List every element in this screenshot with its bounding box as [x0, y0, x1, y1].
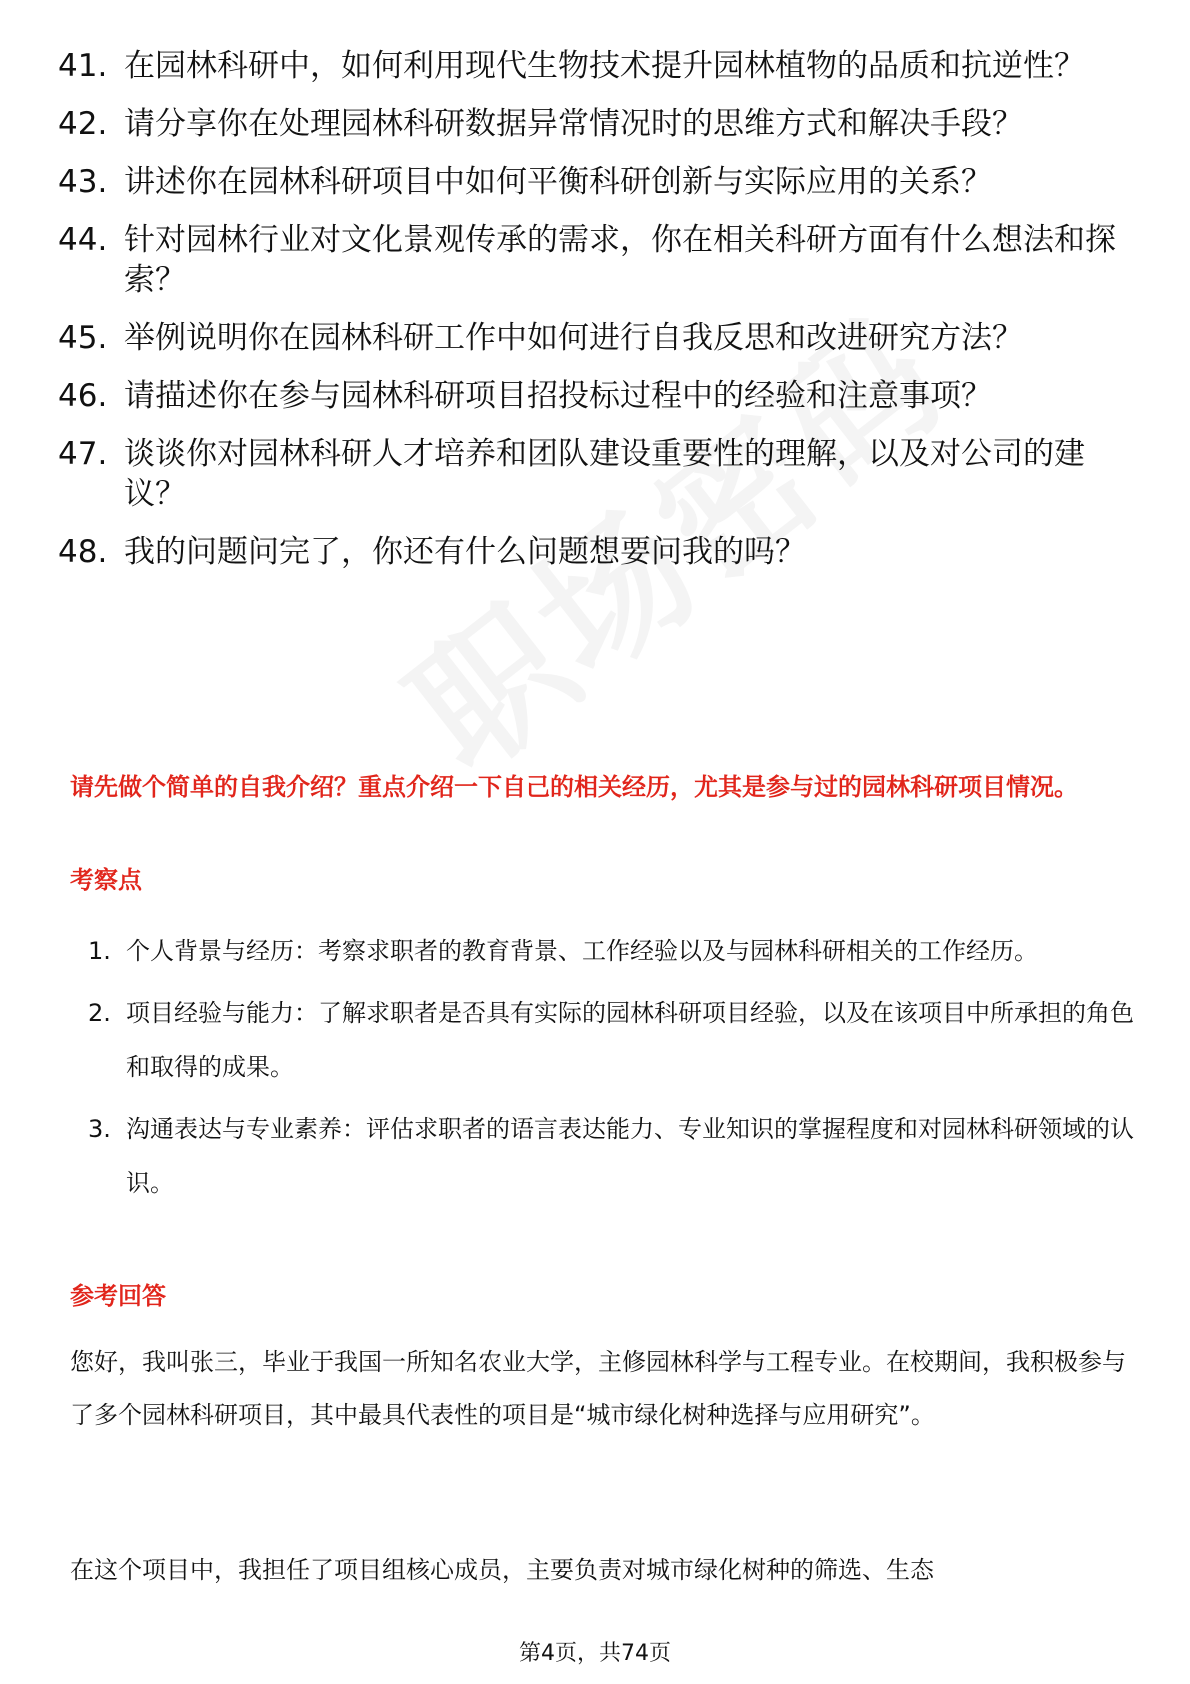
question-text: 讲述你在园林科研项目中如何平衡科研创新与实际应用的关系？: [124, 164, 992, 200]
point-number: 2.: [88, 999, 111, 1027]
point-text: 个人背景与经历：考察求职者的教育背景、工作经验以及与园林科研相关的工作经历。: [126, 937, 1038, 965]
question-item: [58, 532, 1138, 572]
question-text: 针对园林行业对文化景观传承的需求，你在相关科研方面有什么想法和探索？: [124, 222, 1116, 298]
question-number: 48.: [58, 534, 108, 570]
question-item: [58, 434, 1138, 514]
question-text: 我的问题问完了，你还有什么问题想要问我的吗？: [124, 534, 806, 570]
section-title-answer: 参考回答: [70, 1282, 166, 1310]
point-text: 项目经验与能力：了解求职者是否具有实际的园林科研项目经验，以及在该项目中所承担的角色和取得的成果。: [126, 999, 1134, 1081]
section-title-points: 考察点: [70, 866, 142, 894]
point-item: [88, 986, 1138, 1094]
answer-paragraph: 在这个项目中，我担任了项目组核心成员，主要负责对城市绿化树种的筛选、生态: [70, 1556, 934, 1584]
question-text: 请描述你在参与园林科研项目招投标过程中的经验和注意事项？: [124, 378, 992, 414]
question-item: [58, 46, 1138, 86]
question-number: 47.: [58, 436, 108, 472]
point-item: [88, 924, 1138, 978]
question-number: 43.: [58, 164, 108, 200]
question-text: 举例说明你在园林科研工作中如何进行自我反思和改进研究方法？: [124, 320, 1023, 356]
question-number: 45.: [58, 320, 108, 356]
question-item: [58, 220, 1138, 300]
answer-paragraph: 您好，我叫张三，毕业于我国一所知名农业大学，主修园林科学与工程专业。在校期间，我积极参与了多个园林科研项目，其中最具代表性的项目是“城市绿化树种选择与应用研究”。: [70, 1348, 1126, 1429]
point-number: 1.: [88, 937, 111, 965]
question-number: 41.: [58, 48, 108, 84]
points-list: [88, 924, 1138, 1218]
question-number: 46.: [58, 378, 108, 414]
question-list: [58, 46, 1138, 590]
point-item: [88, 1102, 1138, 1210]
question-item: [58, 376, 1138, 416]
page-footer: 第4页，共74页: [519, 1641, 671, 1666]
highlight-question: 请先做个简单的自我介绍？重点介绍一下自己的相关经历，尤其是参与过的园林科研项目情况。: [70, 773, 1078, 801]
point-text: 沟通表达与专业素养：评估求职者的语言表达能力、专业知识的掌握程度和对园林科研领域的认识。: [126, 1115, 1134, 1197]
question-item: [58, 104, 1138, 144]
question-text: 请分享你在处理园林科研数据异常情况时的思维方式和解决手段？: [124, 106, 1023, 142]
question-number: 44.: [58, 222, 108, 258]
question-item: [58, 162, 1138, 202]
question-number: 42.: [58, 106, 108, 142]
point-number: 3.: [88, 1115, 111, 1143]
question-text: 谈谈你对园林科研人才培养和团队建设重要性的理解，以及对公司的建议？: [124, 436, 1085, 512]
question-text: 在园林科研中，如何利用现代生物技术提升园林植物的品质和抗逆性？: [124, 48, 1085, 84]
question-item: [58, 318, 1138, 358]
